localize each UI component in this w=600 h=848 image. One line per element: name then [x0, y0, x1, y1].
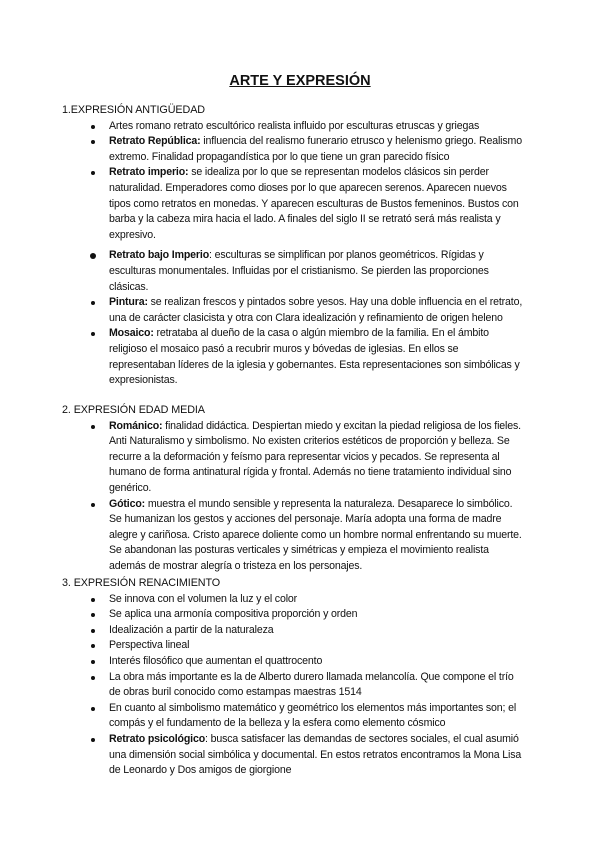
item-text: La obra más importante es la de Alberto durero llamada melancolía. Que compone el trío de obras buril conocido como estampas maestras 1514	[109, 670, 514, 699]
item-term: Gótico:	[109, 497, 146, 510]
list-item	[109, 165, 527, 243]
item-text: Se innova con el volumen la luz y el color	[109, 592, 298, 605]
list-item	[109, 732, 527, 779]
list-item	[109, 497, 527, 575]
bullet-icon	[91, 503, 95, 507]
item-term: Retrato psicológico	[109, 732, 206, 745]
item-text: Interés filosófico que aumentan el quattrocento	[109, 654, 323, 667]
item-term: Retrato bajo Imperio	[109, 249, 210, 262]
item-text: se realizan frescos y pintados sobre yesos. Hay una doble influencia en el retrato, una de carácter clasicista y otra con Clara idealización y refinamiento de origen heleno	[109, 296, 523, 324]
list-item	[109, 419, 527, 497]
bullet-icon	[91, 301, 95, 305]
list-item	[109, 638, 527, 654]
item-term: Retrato República:	[109, 135, 201, 148]
bullet-icon	[91, 613, 95, 617]
list-item	[109, 134, 527, 165]
item-term: Retrato imperio:	[109, 166, 189, 179]
bullet-icon	[91, 707, 95, 711]
section-renacimiento	[62, 576, 532, 779]
bullet-icon	[91, 332, 95, 336]
list-item	[109, 295, 527, 326]
item-text: influencia del realismo funerario etrusco y helenismo griego. Realismo extremo. Finalidad propagandística por lo que tiene un gran parecido físico	[109, 135, 522, 163]
list-item	[109, 701, 527, 732]
list-item	[109, 607, 527, 623]
list-item	[109, 119, 527, 135]
list-item	[109, 654, 527, 670]
item-text: Idealización a partir de la naturaleza	[109, 623, 274, 636]
item-text: Se aplica una armonía compositiva proporción y orden	[109, 608, 358, 621]
item-term: Románico:	[109, 419, 163, 432]
bullet-icon	[91, 738, 95, 742]
bullet-icon	[91, 598, 95, 602]
bullet-icon	[91, 171, 95, 175]
item-text: En cuanto al simbolismo matemático y geométrico los elementos más importantes son; el compás y el fundamento de la belleza y la esfera como elemento cósmico	[109, 701, 517, 730]
bullet-list	[62, 419, 532, 575]
bullet-icon	[91, 644, 95, 648]
section-heading: 2. EXPRESIÓN EDAD MEDIA	[62, 404, 205, 416]
bullet-list	[62, 119, 532, 389]
bullet-list	[62, 592, 532, 779]
item-text: se idealiza por lo que se representan modelos clásicos sin perder naturalidad. Emperadores como dioses por lo que aparecen serenos. Aparecen nuevos tipos como retratos en monedas. Y aparecen esculturas de Bustos femeninos. Bustos con barba y la cabeza mira hacia el lado. A finales del siglo II se retrató será más realista y expresivo.	[109, 166, 519, 241]
bullet-icon	[91, 629, 95, 633]
item-text: finalidad didáctica. Despiertan miedo y excitan la piedad religiosa de los fieles. Anti Naturalismo y simbolismo. No existen criterios estéticos de proporción y belleza. Se recurre a la deformación y feísmo para representar vicios y pecados. Se representa al humano de forma antinatural rígida y frontal. Además no tiene tratamiento individual sino genérico.	[109, 419, 521, 494]
bullet-icon	[91, 660, 95, 664]
bullet-icon	[91, 425, 95, 429]
list-item	[109, 248, 527, 295]
section-heading: 1.EXPRESIÓN ANTIGÜEDAD	[62, 104, 205, 116]
list-item	[109, 623, 527, 639]
list-item	[109, 592, 527, 608]
item-text: : esculturas se simplifican por planos geométricos. Rígidas y esculturas monumentales. Influidas por el cristianismo. Se pierden las proporciones clásicas.	[109, 249, 489, 293]
item-term: Pintura:	[109, 296, 148, 309]
document-title: ARTE Y EXPRESIÓN	[229, 73, 371, 89]
section-antiguedad	[62, 103, 532, 389]
section-edad-media	[62, 403, 532, 575]
item-term: Mosaico:	[109, 327, 154, 340]
item-text: Perspectiva lineal	[109, 639, 190, 652]
section-heading: 3. EXPRESIÓN RENACIMIENTO	[62, 577, 221, 589]
item-text: : busca satisfacer las demandas de sectores sociales, el cual asumió una dimensión social simbólica y documental. En estos retratos encontramos la Mona Lisa de Leonardo y Dos amigos de giorgione	[109, 732, 522, 777]
bullet-icon	[91, 125, 95, 129]
list-item	[109, 326, 527, 388]
bullet-icon	[91, 140, 95, 144]
bullet-icon	[91, 676, 95, 680]
item-text: muestra el mundo sensible y representa la naturaleza. Desaparece lo simbólico. Se humanizan los gestos y acciones del personaje. María adopta una forma de madre alegre y cariñosa. Cristo aparece doliente como un hombre normal enfrentando su muerte. Se abandonan las posturas verticales y simétricas y empieza el movimiento realista además de mostrar alegría o tristeza en los personajes.	[109, 497, 522, 572]
item-text: Artes romano retrato escultórico realista influido por esculturas etruscas y griegas	[109, 119, 480, 132]
list-item	[109, 670, 527, 701]
bullet-icon	[90, 253, 96, 259]
item-text: retrataba al dueño de la casa o algún miembro de la familia. En el ámbito religioso el mosaico pasó a recubrir muros y bóvedas de iglesias. En ellos se representaban líderes de la iglesia y gobernantes. Esta representaciones son simbólicas y expresionistas.	[109, 327, 520, 387]
